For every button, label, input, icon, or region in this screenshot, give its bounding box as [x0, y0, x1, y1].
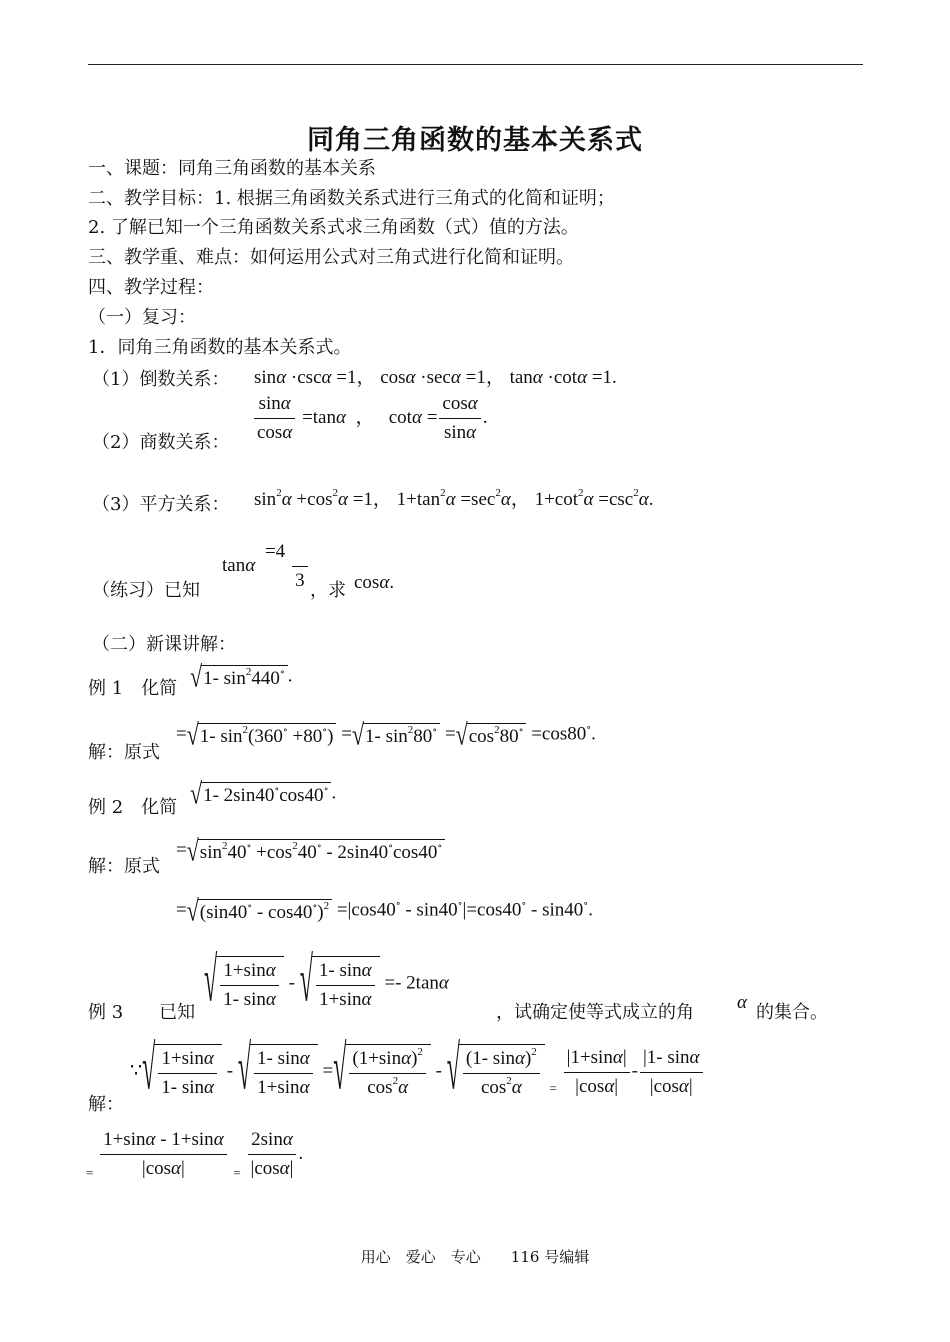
formula-solution-3b: $_=$ $\frac{1+\sin\alpha - 1+\sin\alpha}{|\cos\alpha|}$ $_=$ $\frac{2\sin\alpha}{|\cos\alpha|}$ . — [86, 1129, 304, 1180]
formula-square: $\sin^2\alpha +\cos^2\alpha =1$， $1+\tan^2\alpha =\sec^2\alpha$， $1+\cot^2\alpha =\csc^2\alpha$. — [254, 487, 654, 510]
text-topic: 一、课题：同角三角函数的基本关系 — [88, 158, 376, 179]
page-footer: 用心 爱心 专心 116 号编辑 — [360, 1248, 590, 1266]
label-solution-2: 解：原式 — [88, 856, 160, 877]
label-example-1: 例 1 化简 — [88, 678, 178, 699]
text-example-3-tail2: 的集合。 — [756, 1002, 828, 1023]
text-goals-2: 2. 了解已知一个三角函数关系式求三角函数（式）值的方法。 — [88, 217, 579, 238]
text-process: 四、教学过程： — [88, 277, 214, 298]
label-solution-3: 解： — [88, 1094, 124, 1115]
text-goals: 二、教学目标：1. 根据三角函数关系式进行三角式的化简和证明； — [88, 188, 615, 209]
label-example-3: 例 3 已知 — [88, 1002, 196, 1023]
formula-exercise-ask: cosα. — [354, 572, 395, 593]
formula-solution-2b: =√(sin40∘ - cos40∘)$^2$ =|cos40∘ - sin40∘|=cos40∘ - sin40∘. — [176, 893, 593, 928]
formula-reciprocal: sinα ·cscα =1， cosα ·secα =1， tanα ·cotα =1. — [254, 367, 617, 388]
text-new-lesson: （二）新课讲解： — [92, 634, 236, 655]
text-relations: 1．同角三角函数的基本关系式。 — [88, 337, 352, 358]
page-title: 同角三角函数的基本关系式 — [307, 125, 643, 156]
formula-example-3: √ $\frac{1+\sin\alpha}{1- \sin\alpha}$ - √ $\frac{1- \sin\alpha}{1+\sin\alpha}$ =- 2tanα — [204, 948, 449, 1016]
text-exercise-mid: ，求 — [310, 580, 346, 601]
text-review: （一）复习： — [88, 307, 196, 328]
header-rule — [88, 64, 863, 65]
formula-quotient: $\frac{\sin\alpha}{\cos\alpha}$ =tanα ， cotα = $\frac{\cos\alpha}{\sin\alpha}$ . — [252, 392, 487, 445]
formula-solution-1: =√1- $\sin^2(360^\circ +80^\circ) =√1-$ $\sin^280^\circ =√\cos^280^\circ =\cos 80^\circ$. — [176, 717, 596, 752]
label-solution-1: 解：原式 — [88, 742, 160, 763]
formula-solution-3a: ∵√ $\frac{1+\sin\alpha}{1- \sin\alpha}$ - √ $\frac{1- \sin\alpha}{1+\sin\alpha}$ =√ $\frac{(1+\sin\alpha)^2}{\cos^2\alpha}$ - √ $\frac{(1- \sin\alpha)^2}{\cos^2\alpha}$ $_=$ $\frac{|1+\sin\alpha|}{|\cos\alpha|}$ - $\frac{|1- \sin\alpha}{|\cos\alpha|}$ — [130, 1044, 705, 1100]
label-exercise: （练习）已知 — [92, 580, 200, 601]
label-square: （3）平方关系： — [92, 494, 230, 515]
formula-exercise: tanα =4 3 — [222, 540, 310, 593]
formula-example-2: √1- 2sin40∘cos40∘ . — [190, 776, 337, 811]
label-reciprocal: （1）倒数关系： — [92, 369, 230, 390]
symbol-alpha: α — [737, 992, 747, 1013]
label-example-2: 例 2 化简 — [88, 797, 178, 818]
formula-solution-2a: $=√\sin^240^\circ +\cos^240^\circ - 2\sin 40^\circ\cos 40^\circ$ — [176, 838, 445, 864]
text-example-3-tail: ，试确定使等式成立的角 — [496, 1002, 694, 1023]
formula-example-1: √1- $\sin^2440^\circ$ . — [190, 659, 293, 694]
label-quotient: （2）商数关系： — [92, 432, 230, 453]
text-focus: 三、教学重、难点：如何运用公式对三角式进行化简和证明。 — [88, 247, 574, 268]
